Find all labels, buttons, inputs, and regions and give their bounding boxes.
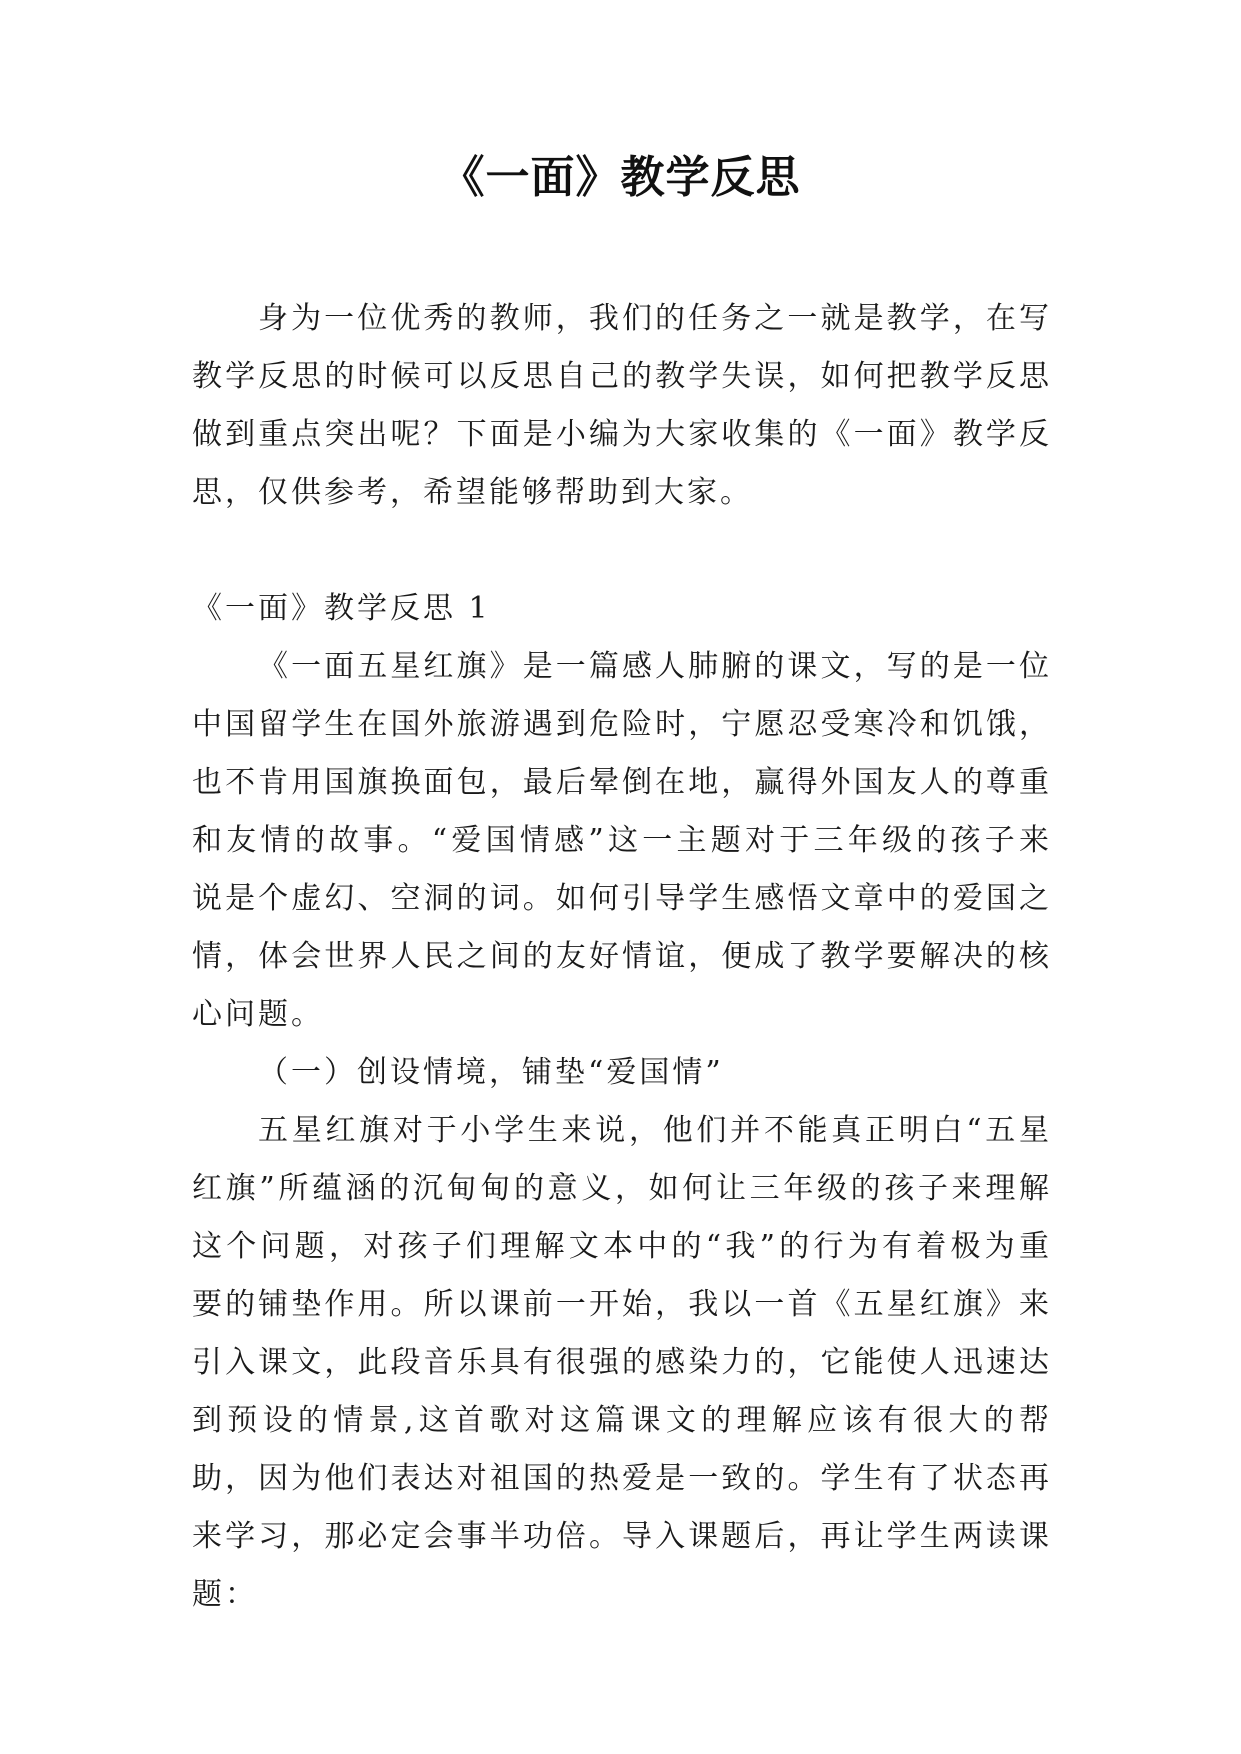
document-title: 《一面》教学反思 bbox=[440, 152, 801, 203]
section-paragraph: 五星红旗对于小学生来说，他们并不能真正明白“五星红旗”所蕴涵的沉甸甸的意义，如何让三年级的孩子来理解这个问题，对孩子们理解文本中的“我”的行为有着极为重要的铺垫作用。所以课前一开始，我以一首《五星红旗》来引入课文，此段音乐具有很强的感染力的，它能使人迅速达到预设的情景,这首歌对这篇课文的理解应该有很大的帮助，因为他们表达对祖国的热爱是一致的。学生有了状态再来学习，那必定会事半功倍。导入课题后，再让学生两读课题： bbox=[192, 1113, 1052, 1612]
paragraph-gap bbox=[192, 522, 1052, 580]
document-body bbox=[192, 290, 1052, 1624]
intro-paragraph: 身为一位优秀的教师，我们的任务之一就是教学，在写教学反思的时候可以反思自己的教学失误，如何把教学反思做到重点突出呢？下面是小编为大家收集的《一面》教学反思，仅供参考，希望能够帮助到大家。 bbox=[192, 301, 1052, 510]
subsection-heading: （一）创设情境，铺垫“爱国情” bbox=[258, 1055, 724, 1090]
section-heading: 《一面》教学反思 1 bbox=[192, 591, 491, 626]
section-paragraph: 《一面五星红旗》是一篇感人肺腑的课文，写的是一位中国留学生在国外旅游遇到危险时，宁愿忍受寒冷和饥饿，也不肯用国旗换面包，最后晕倒在地，赢得外国友人的尊重和友情的故事。“爱国情感”这一主题对于三年级的孩子来说是个虚幻、空洞的词。如何引导学生感悟文章中的爱国之情，体会世界人民之间的友好情谊，便成了教学要解决的核心问题。 bbox=[192, 649, 1052, 1032]
